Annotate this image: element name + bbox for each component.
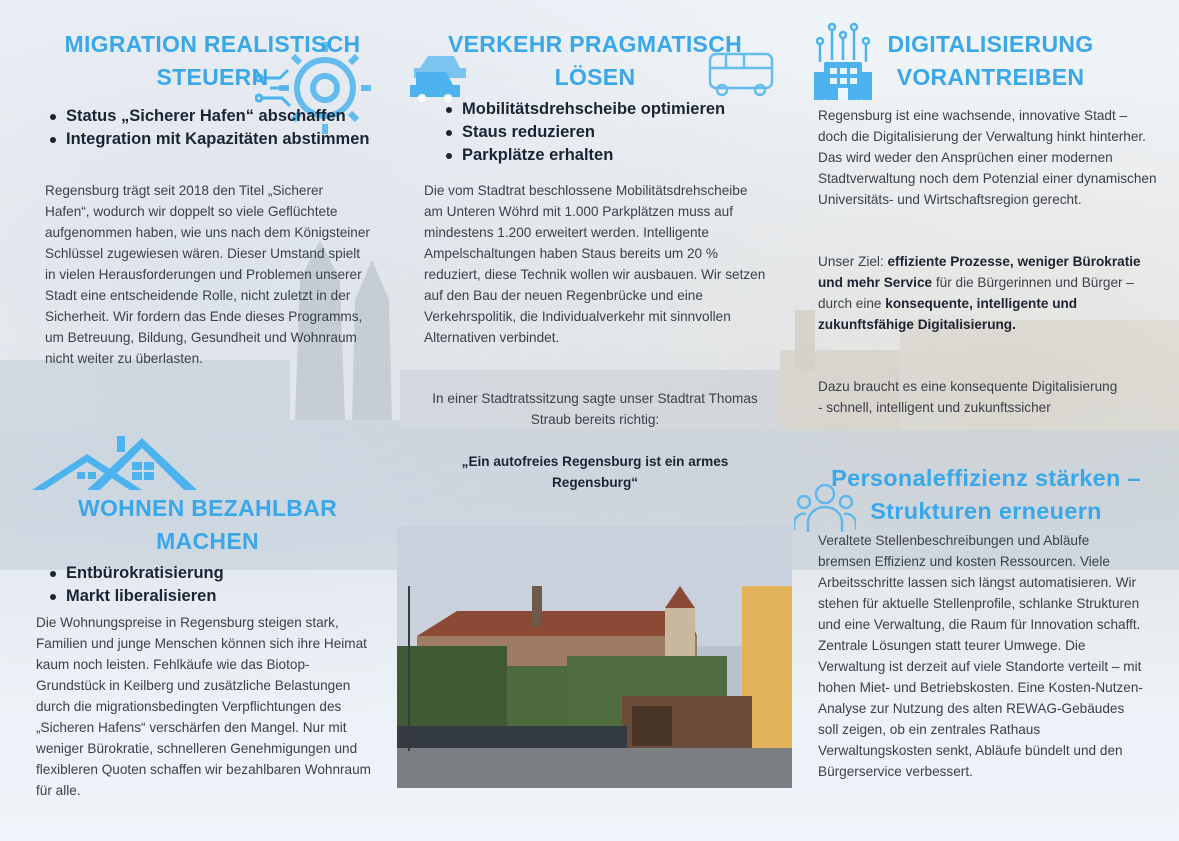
list-item: Staus reduzieren xyxy=(442,121,782,144)
goal-bold-2: konsequente, intelligente und zukunftsfähige Digitalisierung. xyxy=(818,296,1078,332)
quote-text: „Ein autofreies Regensburg ist ein armes Regensburg“ xyxy=(461,454,729,490)
list-item: Integration mit Kapazitäten abstimmen xyxy=(46,128,386,151)
traffic-heading: VERKEHR PRAGMATISCH LÖSEN xyxy=(447,31,743,90)
housing-text: Die Wohnungspreise in Regensburg steigen stark, Familien und junge Menschen können sich ihre Heimat kaum noch leisten. Fehlkäufe wie das Biotop-Grundstück in Keilberg und zusätzliche Belastungen durch die migrationsbedingten Verpflichtungen des „Sicheren Hafens“ verschärfen den Mangel. Nur mit weniger Bürokratie, schnelleren Genehmigungen und flexibleren Quoten schaffen wir bezahlbaren Wohnraum für alle. xyxy=(36,615,372,798)
goal-mid: für die Bürgerinnen und Bürger – durch eine xyxy=(818,275,1134,311)
migration-bullets xyxy=(46,105,386,151)
list-item: Status „Sicherer Hafen“ abschaffen xyxy=(46,105,386,128)
digital-heading: DIGITALISIERUNG VORANTREIBEN xyxy=(887,31,1094,90)
goal-bold-1: effiziente Prozesse, weniger Bürokratie und mehr Service xyxy=(818,254,1141,290)
housing-heading: WOHNEN BEZAHLBAR MACHEN xyxy=(77,495,338,554)
digital-goal xyxy=(818,251,1158,335)
church-photo xyxy=(397,526,792,788)
staff-text: Veraltete Stellenbeschreibungen und Abläufe bremsen Effizienz und kosten Ressourcen. Viele Arbeitsschritte lassen sich längst automatisieren. Wir stehen für aktuelle Stellenprofile, schlanke Strukturen und eine Verwaltung, die Raum für Innovation schafft. Zentrale Lösungen statt teurer Umwege. Die Verwaltung ist derzeit auf viele Standorte verteilt – mit hohen Miet- und Betriebskosten. Eine Kosten-Nutzen-Analyse zur Nutzung des alten REWAG-Gebäudes soll zeigen, ob ein zentrales Rathaus Verwaltungskosten senkt, Abläufe bündelt und den Bürgerservice verbessert. xyxy=(818,533,1143,779)
migration-text: Regensburg trägt seit 2018 den Titel „Sicherer Hafen“, wodurch wir doppelt so viele Geflüchtete aufgenommen haben, wie uns nach dem Königsteiner Schlüssel zugewiesen wären. Dieser Umstand spielt in vielen Herausforderungen und Problemen unserer Stadt eine entscheidende Rolle, nicht zuletzt in der Sicherheit. Wir fordern das Ende dieses Programms, um Betreuung, Bildung, Gesundheit und Wohnraum nicht weiter zu überlasten. xyxy=(45,183,370,366)
housing-bullets xyxy=(46,562,376,608)
traffic-text: Die vom Stadtrat beschlossene Mobilitätsdrehscheibe am Unteren Wöhrd mit 1.000 Parkplätzen muss auf mindestens 1.200 erweitert werden. Intelligente Ampelschaltungen haben Staus bereits um 20 % reduziert, diese Technik wollen wir ausbauen. Wir setzen auf den Bau der neuen Regenbrücke und eine Verkehrspolitik, die Individualverkehr mit sinnvollen Alternativen verbindet. xyxy=(424,183,766,345)
goal-prefix: Unser Ziel: xyxy=(818,254,888,269)
migration-heading: MIGRATION REALISTISCH STEUERN xyxy=(64,31,361,90)
staff-heading: Personaleffizienz stärken – Strukturen erneuern xyxy=(831,465,1141,524)
list-item: Parkplätze erhalten xyxy=(442,144,782,167)
houses-icon xyxy=(32,432,197,494)
list-item: Markt liberalisieren xyxy=(46,585,376,608)
digital-text-3: Dazu braucht es eine konsequente Digitalisierung - schnell, intelligent und zukunftssicher xyxy=(818,379,1118,415)
quote-intro: In einer Stadtratssitzung sagte unser Stadtrat Thomas Straub bereits richtig: xyxy=(432,391,758,427)
digital-text-1: Regensburg ist eine wachsende, innovative Stadt – doch die Digitalisierung der Verwaltung hinkt hinterher. Das wird weder den Ansprüchen einer modernen Stadtverwaltung noch dem Potenzial einer dynamischen Universitäts- und Wirtschaftsregion gerecht. xyxy=(818,108,1157,207)
digital-building-icon xyxy=(810,22,876,102)
list-item: Entbürokratisierung xyxy=(46,562,376,585)
list-item: Mobilitätsdrehscheibe optimieren xyxy=(442,98,782,121)
traffic-bullets xyxy=(442,98,782,167)
